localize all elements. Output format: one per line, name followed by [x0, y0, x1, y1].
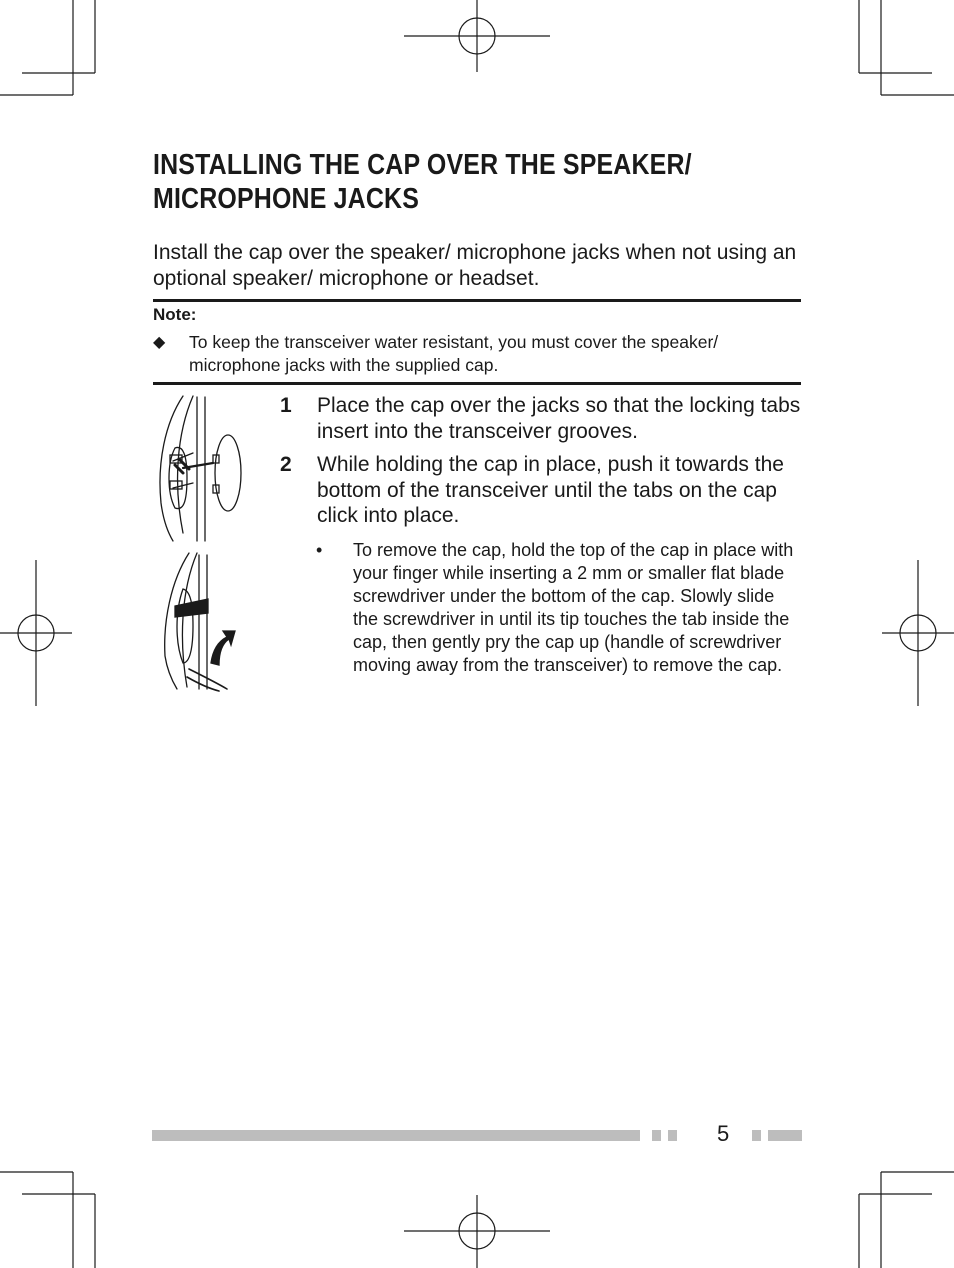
page-footer: [152, 1122, 802, 1150]
registration-target-top: [404, 0, 550, 72]
footer-square: [668, 1130, 677, 1141]
note-box: [153, 299, 801, 385]
registration-target-left: [0, 560, 72, 706]
step-number: 1: [280, 394, 292, 417]
note-label: Note:: [153, 305, 197, 324]
registration-target-bottom: [404, 1195, 550, 1268]
page-content: [153, 148, 801, 723]
note-item: [153, 331, 801, 377]
cap-installation-illustration: [153, 393, 263, 693]
steps-list: [280, 393, 803, 677]
step-number: 2: [280, 453, 292, 476]
footer-square: [652, 1130, 661, 1141]
section-title: INSTALLING THE CAP OVER THE SPEAKER/ MICROPHONE JACKS: [153, 149, 692, 215]
cap-placement-figure: [160, 396, 241, 541]
registration-target-right: [882, 560, 954, 706]
page-number: 5: [717, 1121, 730, 1146]
step-text: While holding the cap in place, push it towards the bottom of the transceiver until the tabs on the cap click into place.: [317, 453, 784, 527]
footer-bar-left: [152, 1130, 640, 1141]
intro-paragraph: Install the cap over the speaker/ microphone jacks when not using an optional speaker/ microphone or headset.: [153, 241, 797, 290]
step-item: [280, 452, 803, 529]
note-text: To keep the transceiver water resistant, you must cover the speaker/ microphone jacks with the supplied cap.: [189, 332, 719, 375]
dot-bullet-icon: •: [316, 539, 323, 560]
removal-note-text: To remove the cap, hold the top of the cap in place with your finger while inserting a 2 mm or smaller flat blade screwdriver under the bottom of the cap. Slowly slide the screwdriver in until its tip touches the tab inside the cap, then gently pry the cap up (handle of screwdriver moving away from the transceiver) to remove the cap.: [353, 539, 794, 675]
footer-bar-right: [768, 1130, 802, 1141]
step-text: Place the cap over the jacks so that the locking tabs insert into the transceiver grooves.: [317, 394, 801, 443]
cap-removal-figure: [165, 553, 235, 691]
footer-square: [752, 1130, 761, 1141]
steps-area: [153, 393, 801, 723]
diamond-bullet-icon: ◆: [153, 334, 166, 351]
removal-note: [316, 539, 803, 677]
step-item: [280, 393, 803, 444]
